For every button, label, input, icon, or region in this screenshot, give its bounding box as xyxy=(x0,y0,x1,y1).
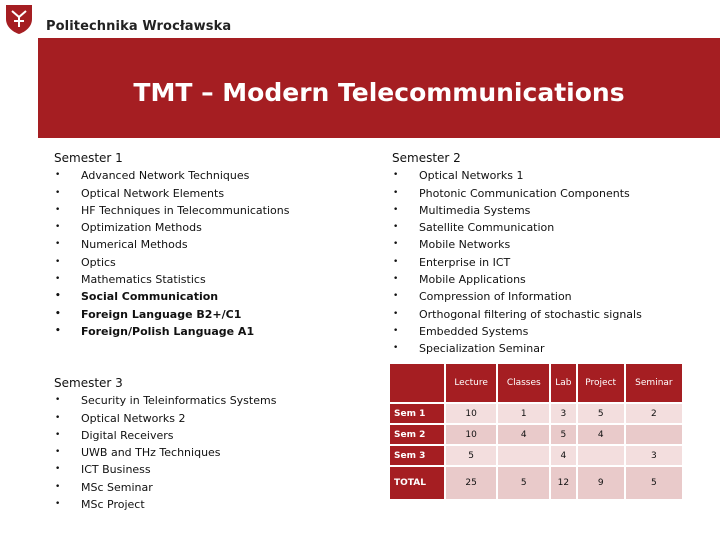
list-item: • Optical Network Elements xyxy=(54,185,289,202)
list-item: • Satellite Communication xyxy=(392,219,642,236)
list-item: • Mobile Applications xyxy=(392,271,642,288)
table-row xyxy=(390,446,682,465)
table-cell: 3 xyxy=(626,446,682,465)
list-item: • Optical Networks 2 xyxy=(54,410,276,427)
list-item: • ICT Business xyxy=(54,461,276,478)
table-cell: 1 xyxy=(498,404,549,423)
list-item: • Mobile Networks xyxy=(392,236,642,253)
list-item: • Mathematics Statistics xyxy=(54,271,289,288)
table-cell: 5 xyxy=(498,467,549,499)
table-cell: 4 xyxy=(498,425,549,444)
semester-2-section xyxy=(392,150,642,358)
semester-3-list xyxy=(54,392,276,513)
list-item: • MSc Seminar xyxy=(54,479,276,496)
semester-1-heading: Semester 1 xyxy=(54,151,123,165)
list-item: • Enterprise in ICT xyxy=(392,254,642,271)
table-cell: 5 xyxy=(626,467,682,499)
list-item: • Specialization Seminar xyxy=(392,340,642,357)
list-item: • Orthogonal filtering of stochastic signals xyxy=(392,306,642,323)
list-item: • Optics xyxy=(54,254,289,271)
list-item: • Foreign/Polish Language A1 xyxy=(54,323,289,340)
header-bar xyxy=(0,0,720,38)
list-item: • Social Communication xyxy=(54,288,289,305)
table-header-cell xyxy=(390,364,444,402)
hours-table xyxy=(388,362,684,501)
left-margin-strip xyxy=(0,38,38,540)
list-item: • Optimization Methods xyxy=(54,219,289,236)
list-item: • Digital Receivers xyxy=(54,427,276,444)
table-cell: 5 xyxy=(578,404,624,423)
row-header-cell: TOTAL xyxy=(390,467,444,499)
semester-2-list xyxy=(392,167,642,357)
list-item: • Optical Networks 1 xyxy=(392,167,642,184)
table-header-cell: Project xyxy=(578,364,624,402)
university-name: Politechnika Wrocławska xyxy=(46,19,232,34)
semester-2-heading: Semester 2 xyxy=(392,151,461,165)
row-header-cell: Sem 1 xyxy=(390,404,444,423)
semester-1-list xyxy=(54,167,289,340)
list-item: • UWB and THz Techniques xyxy=(54,444,276,461)
table-cell: 12 xyxy=(551,467,575,499)
table-cell: 25 xyxy=(446,467,496,499)
table-cell: 4 xyxy=(551,446,575,465)
table-row xyxy=(390,404,682,423)
list-item: • Photonic Communication Components xyxy=(392,185,642,202)
list-item: • Multimedia Systems xyxy=(392,202,642,219)
list-item: • Embedded Systems xyxy=(392,323,642,340)
table-cell: 10 xyxy=(446,425,496,444)
list-item: • Numerical Methods xyxy=(54,236,289,253)
list-item: • HF Techniques in Telecommunications xyxy=(54,202,289,219)
table-cell: 9 xyxy=(578,467,624,499)
table-header-cell: Lecture xyxy=(446,364,496,402)
list-item: • Foreign Language B2+/C1 xyxy=(54,306,289,323)
table-row xyxy=(390,467,682,499)
table-row xyxy=(390,425,682,444)
semester-3-heading: Semester 3 xyxy=(54,376,123,390)
table-header-cell: Classes xyxy=(498,364,549,402)
list-item: • Advanced Network Techniques xyxy=(54,167,289,184)
table-cell: 5 xyxy=(446,446,496,465)
table-cell: 4 xyxy=(578,425,624,444)
row-header-cell: Sem 3 xyxy=(390,446,444,465)
list-item: • Security in Teleinformatics Systems xyxy=(54,392,276,409)
title-banner xyxy=(38,38,720,138)
row-header-cell: Sem 2 xyxy=(390,425,444,444)
semester-3-section xyxy=(54,375,276,513)
table-cell xyxy=(626,425,682,444)
table-cell xyxy=(578,446,624,465)
table-cell: 2 xyxy=(626,404,682,423)
table-header-row xyxy=(390,364,682,402)
list-item: • MSc Project xyxy=(54,496,276,513)
table-cell xyxy=(498,446,549,465)
university-crest-icon xyxy=(4,3,34,35)
table-header-cell: Seminar xyxy=(626,364,682,402)
semester-1-section xyxy=(54,150,289,340)
table-cell: 5 xyxy=(551,425,575,444)
list-item: • Compression of Information xyxy=(392,288,642,305)
table-cell: 10 xyxy=(446,404,496,423)
table-header-cell: Lab xyxy=(551,364,575,402)
page-title: TMT – Modern Telecommunications xyxy=(133,78,625,107)
table-cell: 3 xyxy=(551,404,575,423)
